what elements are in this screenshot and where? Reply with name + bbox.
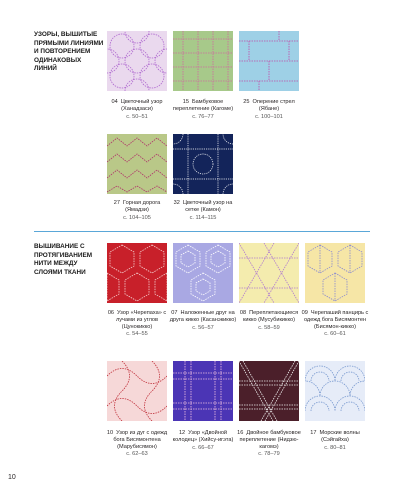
pattern-name: Наложенные друг на друга кикко (Касанэкикко) xyxy=(169,310,237,323)
pattern-number: 04 xyxy=(111,99,118,105)
pattern-swatch-kasanekikko xyxy=(173,243,233,303)
section-divider xyxy=(34,231,370,232)
pattern-name: Узор «Двойной колодец» (Хийсу-игэта) xyxy=(172,430,234,443)
pattern-name: Переплетающиеся кикко (Мусубикикко) xyxy=(242,310,299,323)
pattern-number: 32 xyxy=(173,200,180,206)
pattern-caption xyxy=(169,99,237,120)
pattern-name: Узор «Черепаха» с лучами из углов (Цунокикко) xyxy=(116,310,167,330)
pattern-number: 15 xyxy=(182,99,190,105)
pattern-caption xyxy=(235,430,303,458)
pattern-number: 10 xyxy=(106,430,114,436)
pattern-caption xyxy=(301,310,369,338)
pattern-swatch-yabane xyxy=(239,31,299,91)
pattern-number: 25 xyxy=(243,99,250,105)
pattern-caption xyxy=(235,99,303,120)
pattern-caption xyxy=(301,430,369,451)
pattern-swatch-hanazashi xyxy=(107,31,167,91)
pattern-name: Бамбуковое переплетение (Кагоме) xyxy=(172,99,234,112)
pattern-swatch-nijyu-kagome xyxy=(239,361,299,421)
section-title: УЗОРЫ, ВЫШИТЫЕ ПРЯМЫМИ ЛИНИЯМИ И ПОВТОРЕНИЕМ ОДИНАКОВЫХ ЛИНИЙ xyxy=(34,31,104,73)
pattern-swatch-bishamon-kikko xyxy=(305,243,365,303)
pattern-number: 17 xyxy=(310,430,317,436)
pattern-number: 08 xyxy=(239,310,247,316)
pattern-caption xyxy=(103,200,171,221)
pattern-name: Оперение стрел (Ябане) xyxy=(252,99,295,112)
pattern-name: Цветочный узор (Ханадзаси) xyxy=(120,99,163,112)
pattern-pages: с. 62–63 xyxy=(126,451,148,458)
pattern-swatch-musubikikko xyxy=(239,243,299,303)
pattern-number: 06 xyxy=(107,310,115,316)
section-title: ВЫШИВАНИЕ С ПРОТЯГИВАНИЕМ НИТИ МЕЖДУ СЛОЯМИ ТКАНИ xyxy=(34,243,93,276)
pattern-caption xyxy=(169,310,237,331)
page-number: 10 xyxy=(8,474,16,481)
pattern-pages: с. 54–55 xyxy=(126,331,148,338)
pattern-name: Цветочный узор на сетке (Камон) xyxy=(182,200,233,213)
pattern-name: Черепаший панцирь с одежд бога Бисямонтен (Бисямон-кикко) xyxy=(303,310,369,330)
pattern-caption xyxy=(103,430,171,458)
pattern-pages: с. 50–51 xyxy=(126,113,148,120)
pattern-pages: с. 60–61 xyxy=(324,331,346,338)
pattern-swatch-hiisu-igeta xyxy=(173,361,233,421)
pattern-swatch-kamon xyxy=(173,134,233,194)
pattern-pages: с. 100–101 xyxy=(255,113,283,120)
pattern-caption xyxy=(103,310,171,338)
pattern-pages: с. 66–67 xyxy=(192,444,214,451)
pattern-caption xyxy=(235,310,303,331)
pattern-number: 07 xyxy=(171,310,178,316)
pattern-number: 27 xyxy=(113,200,120,206)
pattern-pages: с. 58–59 xyxy=(258,324,280,331)
pattern-number: 16 xyxy=(237,430,244,436)
pattern-pages: с. 114–115 xyxy=(189,214,217,221)
pattern-swatch-seigaiha xyxy=(305,361,365,421)
pattern-pages: с. 78–79 xyxy=(258,451,280,458)
pattern-pages: с. 104–105 xyxy=(123,214,151,221)
pattern-swatch-yamaji xyxy=(107,134,167,194)
pattern-name: Горная дорога (Ямадзи) xyxy=(122,200,161,213)
pattern-swatch-kagome xyxy=(173,31,233,91)
pattern-name: Морские волны (Сэйгайха) xyxy=(319,430,360,443)
pattern-pages: с. 80–81 xyxy=(324,444,346,451)
pattern-swatch-marubishamon xyxy=(107,361,167,421)
pattern-name: Узор из дуг с одежд бога Бисямонтена (Марубисямон) xyxy=(113,430,168,450)
pattern-pages: с. 76–77 xyxy=(192,113,214,120)
pattern-pages: с. 56–57 xyxy=(192,324,214,331)
pattern-number: 09 xyxy=(301,310,308,316)
pattern-caption xyxy=(103,99,171,120)
pattern-name: Двойное бамбуковое переплетение (Нидзю-кагомэ) xyxy=(239,430,301,450)
pattern-swatch-tsunokikko xyxy=(107,243,167,303)
pattern-caption xyxy=(169,200,237,221)
pattern-number: 12 xyxy=(178,430,186,436)
pattern-caption xyxy=(169,430,237,451)
